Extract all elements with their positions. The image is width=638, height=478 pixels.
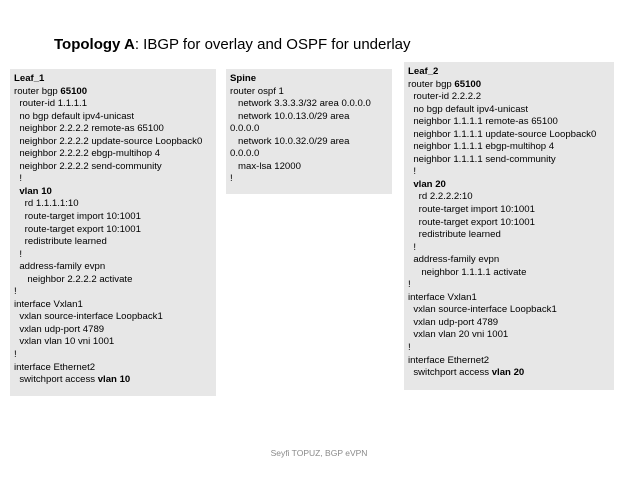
config-line xyxy=(408,91,614,104)
config-keyword: Spine xyxy=(230,73,257,84)
config-line xyxy=(408,329,614,342)
config-line xyxy=(14,98,216,111)
config-line xyxy=(408,166,614,179)
config-line xyxy=(14,299,216,312)
config-text: vxlan source-interface Loopback1 xyxy=(408,304,557,316)
config-line xyxy=(408,292,614,305)
config-line xyxy=(230,161,392,174)
config-text: vxlan source-interface Loopback1 xyxy=(14,311,163,323)
config-line xyxy=(230,173,392,186)
config-line xyxy=(14,148,216,161)
config-text: network 10.0.32.0/29 area xyxy=(230,135,350,147)
config-line xyxy=(408,116,614,129)
config-text: route-target import 10:1001 xyxy=(14,211,141,223)
config-line xyxy=(14,224,216,237)
config-text: redistribute learned xyxy=(14,236,107,248)
config-line xyxy=(408,355,614,368)
config-text: neighbor 1.1.1.1 send-community xyxy=(408,153,556,165)
config-text: address-family evpn xyxy=(408,254,500,266)
config-keyword: 65100 xyxy=(454,78,482,90)
config-line xyxy=(14,324,216,337)
config-line xyxy=(408,242,614,255)
config-text: vxlan vlan 20 vni 1001 xyxy=(408,329,509,341)
config-line xyxy=(408,191,614,204)
config-text: route-target export 10:1001 xyxy=(408,216,535,228)
config-line xyxy=(14,136,216,149)
config-text: ! xyxy=(408,241,416,253)
slide-title-rest: : IBGP for overlay and OSPF for underlay xyxy=(134,36,411,53)
config-line xyxy=(14,73,216,86)
config-text: interface Ethernet2 xyxy=(14,361,96,373)
config-text: interface Vxlan1 xyxy=(408,291,477,303)
config-line xyxy=(14,211,216,224)
config-text: neighbor 1.1.1.1 update-source Loopback0 xyxy=(408,128,597,140)
config-text: vxlan udp-port 4789 xyxy=(14,323,105,335)
config-line xyxy=(14,336,216,349)
config-text: neighbor 2.2.2.2 update-source Loopback0 xyxy=(14,135,203,147)
footer-text: Seyfi TOPUZ, BGP eVPN xyxy=(270,448,368,458)
config-text: ! xyxy=(408,166,416,178)
leaf1-config-box xyxy=(10,69,216,396)
config-line xyxy=(14,362,216,375)
config-line xyxy=(14,123,216,136)
config-line xyxy=(14,173,216,186)
config-text: ! xyxy=(14,349,17,361)
config-text: neighbor 1.1.1.1 activate xyxy=(408,266,527,278)
config-line xyxy=(408,229,614,242)
config-line xyxy=(408,279,614,292)
config-text: ! xyxy=(14,248,22,260)
config-text: ! xyxy=(408,279,411,291)
config-text: 0.0.0.0 xyxy=(230,148,260,160)
config-text: neighbor 1.1.1.1 ebgp-multihop 4 xyxy=(408,141,555,153)
config-line xyxy=(14,286,216,299)
leaf2-config-box xyxy=(404,62,614,390)
config-line xyxy=(408,254,614,267)
config-line xyxy=(14,349,216,362)
config-text: network 10.0.13.0/29 area xyxy=(230,110,350,122)
config-line xyxy=(408,217,614,230)
slide-title-bold: Topology A xyxy=(54,36,135,53)
config-line xyxy=(14,274,216,287)
config-text: redistribute learned xyxy=(408,229,501,241)
config-line xyxy=(230,148,392,161)
config-text: router-id 1.1.1.1 xyxy=(14,98,88,110)
config-text: no bgp default ipv4-unicast xyxy=(408,103,529,115)
config-text: vxlan vlan 10 vni 1001 xyxy=(14,336,115,348)
config-text: interface Vxlan1 xyxy=(14,298,83,310)
config-text: address-family evpn xyxy=(14,261,106,273)
config-line xyxy=(14,249,216,262)
config-line xyxy=(408,204,614,217)
config-text: ! xyxy=(230,173,233,185)
config-text: route-target import 10:1001 xyxy=(408,204,535,216)
config-text: rd 2.2.2.2:10 xyxy=(408,191,473,203)
config-line xyxy=(14,236,216,249)
config-text: no bgp default ipv4-unicast xyxy=(14,110,135,122)
config-line xyxy=(14,374,216,387)
config-text: router bgp xyxy=(14,85,61,97)
config-text: rd 1.1.1.1:10 xyxy=(14,198,79,210)
config-line xyxy=(230,136,392,149)
config-keyword: vlan 20 xyxy=(491,367,525,379)
spine-config-box xyxy=(226,69,392,194)
config-text: router ospf 1 xyxy=(230,85,284,97)
config-line xyxy=(408,367,614,380)
config-line xyxy=(14,311,216,324)
config-text: neighbor 2.2.2.2 remote-as 65100 xyxy=(14,123,164,135)
config-text: router-id 2.2.2.2 xyxy=(408,91,482,103)
config-line xyxy=(408,267,614,280)
config-line xyxy=(230,73,392,86)
config-text: 0.0.0.0 xyxy=(230,123,260,135)
config-text: switchport access xyxy=(408,367,492,379)
config-line xyxy=(14,161,216,174)
config-text: neighbor 2.2.2.2 ebgp-multihop 4 xyxy=(14,148,161,160)
config-keyword: Leaf_1 xyxy=(14,73,45,84)
config-line xyxy=(408,154,614,167)
config-keyword: Leaf_2 xyxy=(408,66,439,77)
config-line xyxy=(408,304,614,317)
config-text: route-target export 10:1001 xyxy=(14,223,141,235)
config-text: neighbor 2.2.2.2 send-community xyxy=(14,160,162,172)
config-text: neighbor 2.2.2.2 activate xyxy=(14,273,133,285)
config-line xyxy=(408,179,614,192)
config-text: switchport access xyxy=(14,374,98,386)
config-line xyxy=(14,186,216,199)
config-text: interface Ethernet2 xyxy=(408,354,490,366)
config-line xyxy=(230,86,392,99)
slide-title xyxy=(54,36,411,53)
config-text: router bgp xyxy=(408,78,455,90)
config-line xyxy=(408,317,614,330)
config-line xyxy=(408,342,614,355)
config-keyword: 65100 xyxy=(60,85,88,97)
config-text: network 3.3.3.3/32 area 0.0.0.0 xyxy=(230,98,371,110)
config-line xyxy=(408,104,614,117)
config-text: ! xyxy=(14,173,22,185)
config-line xyxy=(408,66,614,79)
config-keyword: vlan 20 xyxy=(413,178,446,190)
config-line xyxy=(230,123,392,136)
config-line xyxy=(230,111,392,124)
config-line xyxy=(230,98,392,111)
config-text: max-lsa 12000 xyxy=(230,160,301,172)
config-text: vxlan udp-port 4789 xyxy=(408,316,499,328)
config-line xyxy=(14,86,216,99)
config-text: ! xyxy=(408,342,411,354)
config-line xyxy=(408,141,614,154)
config-line xyxy=(14,261,216,274)
config-keyword: vlan 10 xyxy=(19,185,52,197)
config-text: ! xyxy=(14,286,17,298)
config-line xyxy=(14,111,216,124)
config-line xyxy=(408,129,614,142)
config-keyword: vlan 10 xyxy=(97,374,131,386)
config-text: neighbor 1.1.1.1 remote-as 65100 xyxy=(408,116,558,128)
config-line xyxy=(14,198,216,211)
config-line xyxy=(408,79,614,92)
